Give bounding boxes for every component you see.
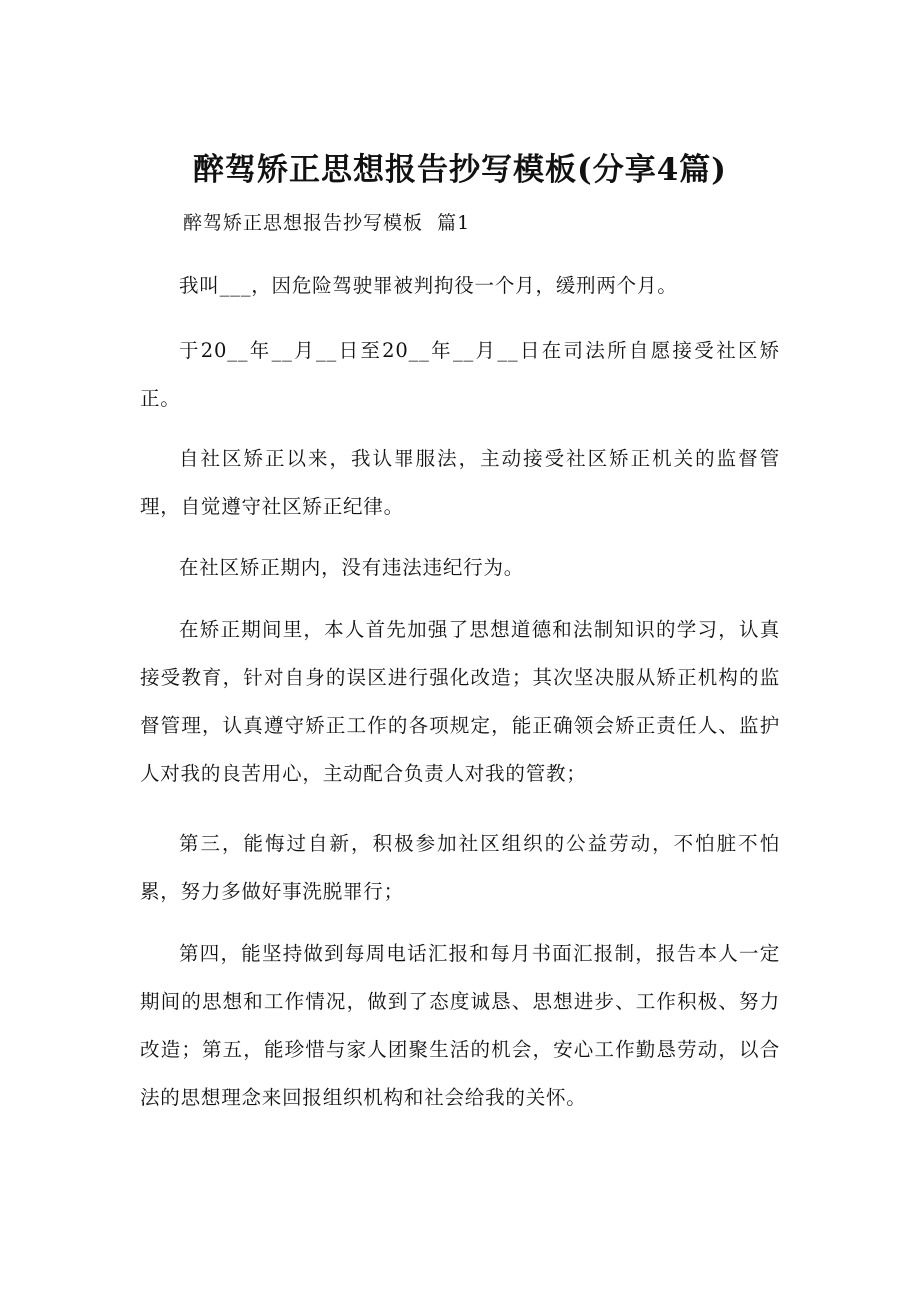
paragraph-4: 在社区矫正期内，没有违法违纪行为。 bbox=[179, 556, 525, 579]
document-title: 醉驾矫正思想报告抄写模板(分享4篇) bbox=[193, 152, 727, 188]
paragraph-2: 于20__年__月__日至20__年__月__日在司法所自愿接受社区矫正。 bbox=[140, 339, 780, 410]
section-heading: 醉驾矫正思想报告抄写模板 篇1 bbox=[183, 212, 471, 234]
paragraph-6: 第三，能悔过自新，积极参加社区组织的公益劳动，不怕脏不怕累，努力多做好事洗脱罪行； bbox=[140, 832, 780, 903]
paragraph-1: 我叫___，因危险驾驶罪被判拘役一个月，缓刑两个月。 bbox=[179, 274, 678, 297]
paragraph-7: 第四，能坚持做到每周电话汇报和每月书面汇报制，报告本人一定期间的思想和工作情况，做到了态度诚恳、思想进步、工作积极、努力改造；第五，能珍惜与家人团聚生活的机会，安心工作勤恳劳动，以合法的思想理念来回报组织机构和社会给我的关怀。 bbox=[140, 942, 780, 1109]
paragraph-5: 在矫正期间里，本人首先加强了思想道德和法制知识的学习，认真接受教育，针对自身的误区进行强化改造；其次坚决服从矫正机构的监督管理，认真遵守矫正工作的各项规定，能正确领会矫正责任人、监护人对我的良苦用心，主动配合负责人对我的管教； bbox=[140, 618, 780, 785]
paragraph-3: 自社区矫正以来，我认罪服法，主动接受社区矫正机关的监督管理，自觉遵守社区矫正纪律。 bbox=[140, 447, 780, 518]
